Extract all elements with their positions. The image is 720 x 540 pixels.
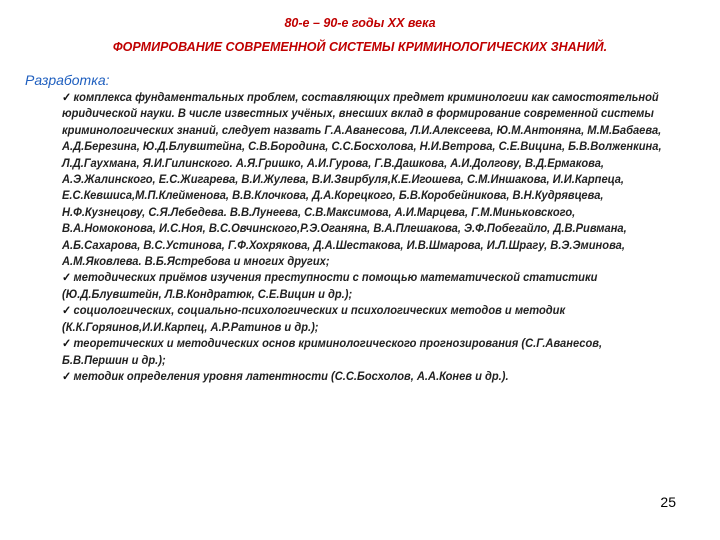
check-mark-icon: ✓ [62, 91, 72, 104]
slide-title-period: 80-е – 90-е годы XX века [284, 16, 436, 30]
intro-label: Разработка: [25, 72, 110, 88]
page-number: 25 [660, 494, 676, 510]
check-mark-icon: ✓ [62, 369, 72, 383]
list-item [62, 90, 665, 270]
list-item-text: теоретических и методических основ криминологического прогнозирования (С.Г.Аванесов, Б.В.Першин и др.); [62, 337, 603, 367]
bullet-list [62, 90, 665, 385]
list-item-text: методических приёмов изучения преступности с помощью математической статистики (Ю.Д.Блувштейн, Л.В.Кондратюк, С.Е.Вицин и др.); [62, 271, 598, 301]
check-mark-icon: ✓ [62, 271, 72, 285]
check-mark-icon: ✓ [62, 337, 72, 351]
list-item [62, 336, 665, 369]
slide-title-heading: ФОРМИРОВАНИЕ СОВРЕМЕННОЙ СИСТЕМЫ КРИМИНОЛОГИЧЕСКИХ ЗНАНИЙ. [112, 40, 608, 54]
list-item [62, 270, 665, 303]
list-item-text: социологических, социально-психологических и психологических методов и методик (К.К.Горяинов,И.И.Карпец, А.Р.Ратинов и др.); [62, 304, 566, 334]
check-mark-icon: ✓ [62, 304, 72, 318]
list-item-text: комплекса фундаментальных проблем, составляющих предмет криминологии как самостоятельной юридической науки. В числе известных учёных, внесших вклад в формирование современной системы криминологических знаний, следует назвать Г.А.Аванесова, Л.И.Алексеева, Ю.М.Антоняна, М.М.Бабаева, А.Д.Березина, Ю.Д.Блувштейна, С.В.Бородина, С.С.Босхолова, Н.И.Ветрова, С.Е.Вицина, Б.В.Волженкина, Л.Д.Гаухмана, Я.И.Гилинского. А.Я.Гришко, А.И.Гурова, Г.В.Дашкова, А.И.Долгову, В.Д.Ермакова, А.Э.Жалинского, Е.С.Жигарева, В.И.Жулева, В.И.Звирбуля,К.Е.Игошева, С.М.Иншакова, И.И.Карпеца, Е.С.Кевшиса,М.П.Клейменова, В.В.Клочкова, Д.А.Корецкого, Б.В.Коробейникова, В.Н.Кудрявцева, Н.Ф.Кузнецову, С.Я.Лебедева. В.В.Лунеева, С.В.Максимова, А.И.Марцева, Г.М.Миньковского, В.А.Номоконова, И.С.Ноя, В.С.Овчинского,Р.Э.Оганяна, В.А.Плешакова, Э.Ф.Побегайло, Д.В.Ривмана, А.Б.Сахарова, В.С.Устинова, Г.Ф.Хохрякова, Д.А.Шестакова, И.В.Шмарова, И.Л.Шрагу, В.Э.Эминова, А.М.Яковлева. В.Б.Ястребова и многих других; [62, 91, 662, 269]
list-item [62, 303, 665, 336]
list-item [62, 369, 665, 385]
list-item-text: методик определения уровня латентности (С.С.Босхолов, А.А.Конев и др.). [73, 369, 509, 383]
